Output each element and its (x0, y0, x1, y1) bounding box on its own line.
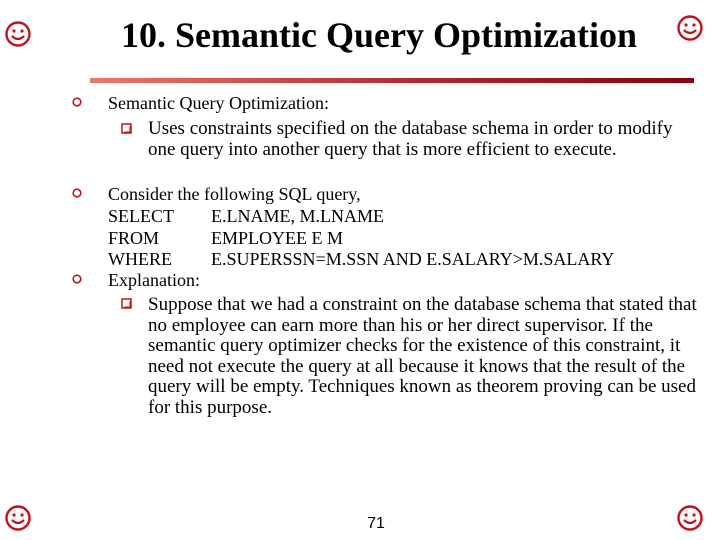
sql-from-line (108, 228, 343, 248)
hollow-square-bullet-icon (121, 298, 132, 309)
bullet-semantic-query-optimization: Semantic Query Optimization: (108, 93, 329, 113)
title-divider (90, 78, 694, 83)
sub-bullet-explanation-text: Suppose that we had a constraint on the database schema that stated that no employee can earn more than his or her direct supervisor. If the semantic query optimizer checks for the existence of this constraint, it need not execute the query at all because it knows that the result of the query will be empty. Techniques known as theorem proving can be used for this purpose. (148, 294, 697, 418)
bullet-explanation: Explanation: (108, 270, 200, 290)
hollow-square-bullet-icon (121, 123, 132, 134)
sql-clause: E.LNAME, M.LNAME (211, 206, 384, 226)
hollow-circle-bullet-icon (72, 188, 82, 198)
hollow-circle-bullet-icon (72, 274, 82, 284)
sql-where-line (108, 249, 614, 269)
sub-bullet-uses-constraints: Uses constraints specified on the database schema in order to modify one query into another query that is more efficient to execute. (148, 118, 673, 160)
smiley-face-icon (676, 504, 704, 532)
hollow-circle-bullet-icon (72, 97, 82, 107)
sql-keyword: SELECT (108, 206, 174, 226)
sql-clause: E.SUPERSSN=M.SSN AND E.SALARY>M.SALARY (211, 249, 615, 269)
bullet-consider-sql-query: Consider the following SQL query, (108, 184, 361, 204)
page-number: 71 (367, 515, 385, 532)
smiley-face-icon (4, 504, 32, 532)
sql-keyword: WHERE (108, 249, 172, 269)
sql-clause: EMPLOYEE E M (211, 228, 343, 248)
sql-keyword: FROM (108, 228, 160, 248)
sql-select-line (108, 206, 384, 226)
slide-title: 10. Semantic Query Optimization (121, 15, 637, 55)
